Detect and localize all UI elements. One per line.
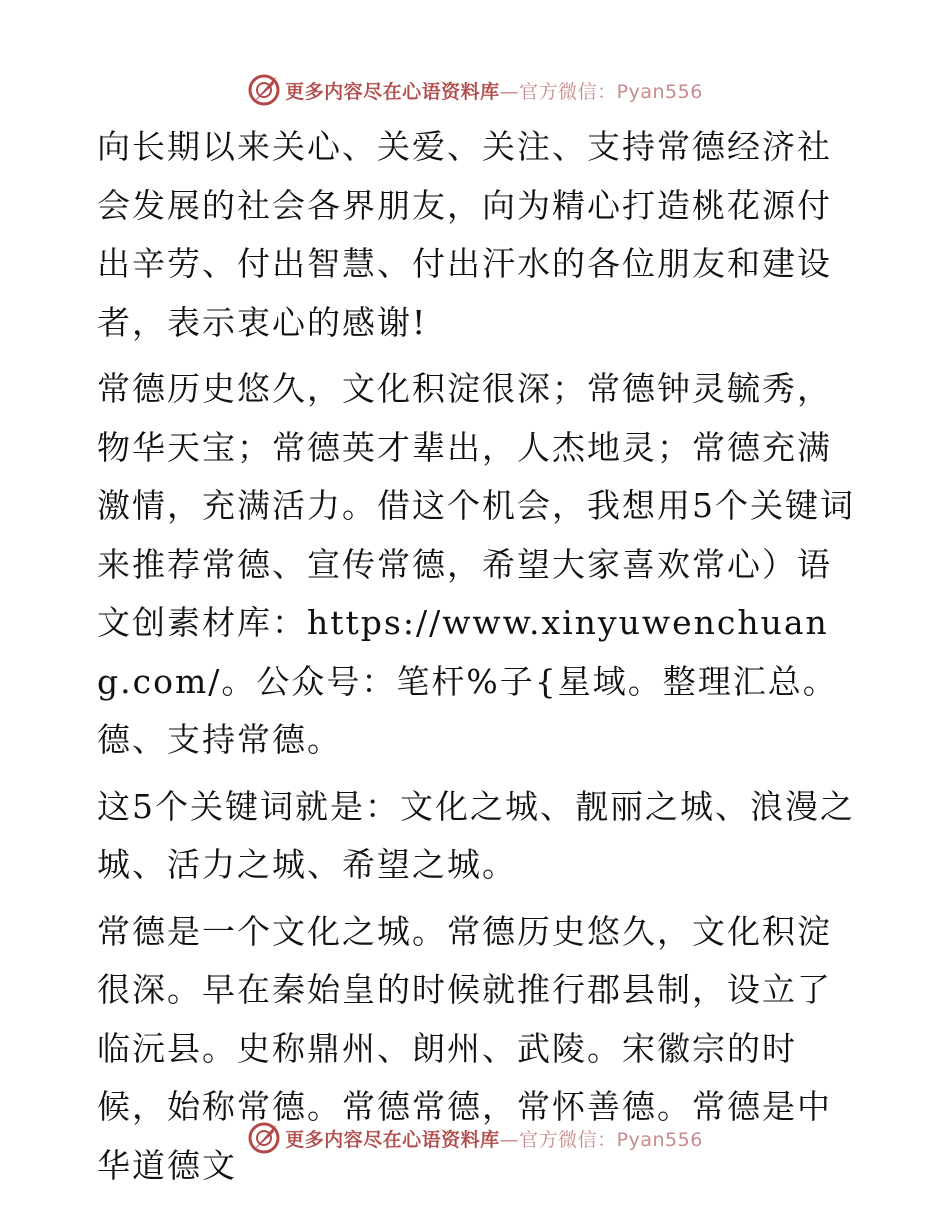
paragraph-4: 常德是一个文化之城。常德历史悠久，文化积淀很深。早在秦始皇的时候就推行郡县制，设立了临沅县。史称鼎州、朗州、武陵。宋徽宗的时候，始称常德。常德常德，常怀善德。常德是中华道德文 [97,911,832,1185]
paragraph-3: 这5个关键词就是：文化之城、靓丽之城、浪漫之城、活力之城、希望之城。 [97,786,855,884]
paragraph-1: 向长期以来关心、关爱、关注、支持常德经济社会发展的社会各界朋友，向为精心打造桃花源付出辛劳、付出智慧、付出汗水的各位朋友和建设者，表示衷心的感谢! [97,127,832,342]
footer-banner [0,1118,950,1158]
document-body [97,118,857,1203]
header-banner [0,70,950,110]
footer-banner-text [285,1125,703,1152]
quill-pen-logo-icon [247,1121,281,1155]
paragraph-2: 常德历史悠久，文化积淀很深；常德钟灵毓秀，物华天宝；常德英才辈出，人杰地灵；常德充满激情，充满活力。借这个机会，我想用5个关键词来推荐常德、宣传常德，希望大家喜欢常心）语文创素材库：https://www.xinyuwenchuang.com/。公众号：笔杆%子{星域。整理汇总。德、支持常德。 [97,369,855,759]
quill-pen-logo-icon [247,73,281,107]
footer-brand-text: 更多内容尽在心语资料库 [285,1128,500,1151]
header-wechat-text: —官方微信：Pyan556 [499,80,703,103]
header-brand-text: 更多内容尽在心语资料库 [285,80,500,103]
header-banner-text [285,77,703,104]
footer-wechat-text: —官方微信：Pyan556 [499,1128,703,1151]
